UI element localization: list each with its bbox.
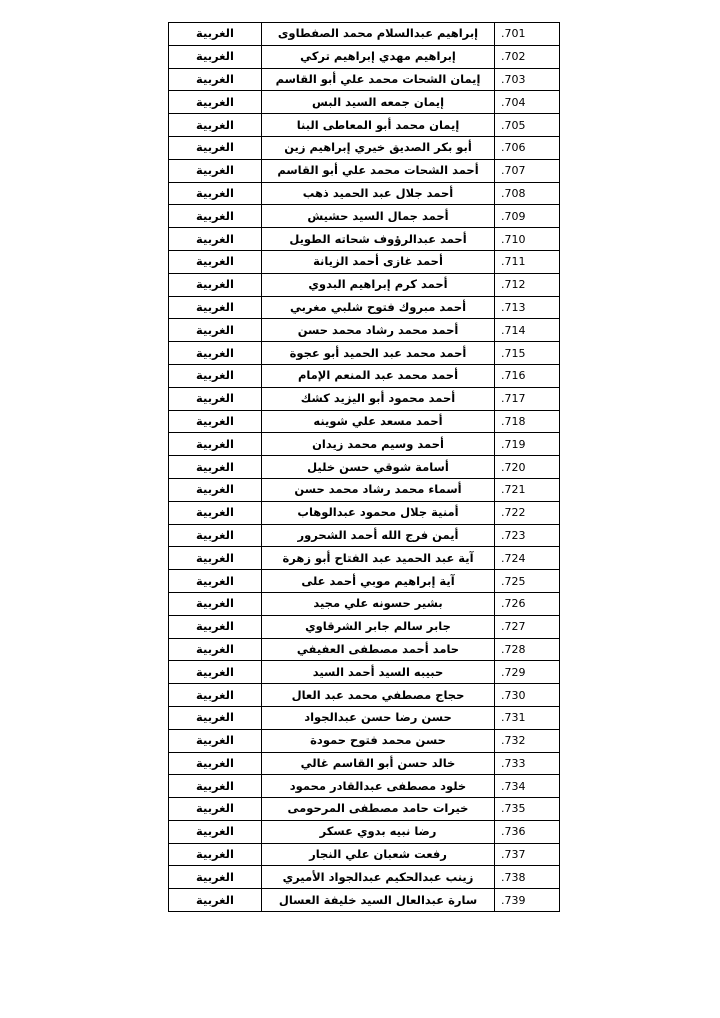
table-row (169, 364, 560, 387)
table-row (169, 889, 560, 912)
person-name: حسن رضا حسن عبدالجواد (262, 706, 495, 729)
row-number: .737 (495, 843, 560, 866)
row-number: .714 (495, 319, 560, 342)
table-row (169, 866, 560, 889)
table-row (169, 547, 560, 570)
person-name: أحمد محمد رشاد محمد حسن (262, 319, 495, 342)
governorate: الغربية (169, 592, 262, 615)
table-row (169, 615, 560, 638)
person-name: رفعت شعبان علي النجار (262, 843, 495, 866)
governorate: الغربية (169, 501, 262, 524)
table-row (169, 228, 560, 251)
governorate: الغربية (169, 843, 262, 866)
governorate: الغربية (169, 775, 262, 798)
governorate: الغربية (169, 364, 262, 387)
governorate: الغربية (169, 250, 262, 273)
person-name: أحمد عبدالرؤوف شحاته الطويل (262, 228, 495, 251)
row-number: .727 (495, 615, 560, 638)
table-row (169, 820, 560, 843)
table-row (169, 478, 560, 501)
table-row (169, 501, 560, 524)
row-number: .711 (495, 250, 560, 273)
governorate: الغربية (169, 866, 262, 889)
governorate: الغربية (169, 661, 262, 684)
person-name: أحمد غازى أحمد الزيانة (262, 250, 495, 273)
governorate: الغربية (169, 570, 262, 593)
person-name: إيمان جمعه السيد البس (262, 91, 495, 114)
person-name: خيرات حامد مصطفى المرحومى (262, 798, 495, 821)
table-row (169, 387, 560, 410)
person-name: أحمد وسيم محمد زيدان (262, 433, 495, 456)
table-row (169, 45, 560, 68)
row-number: .733 (495, 752, 560, 775)
governorate: الغربية (169, 228, 262, 251)
table-row (169, 570, 560, 593)
governorate: الغربية (169, 387, 262, 410)
governorate: الغربية (169, 524, 262, 547)
person-name: أحمد جلال عبد الحميد ذهب (262, 182, 495, 205)
table-row (169, 410, 560, 433)
governorate: الغربية (169, 729, 262, 752)
row-number: .717 (495, 387, 560, 410)
person-name: إيمان محمد أبو المعاطى البنا (262, 114, 495, 137)
table-row (169, 319, 560, 342)
table-row (169, 23, 560, 46)
row-number: .732 (495, 729, 560, 752)
table-row (169, 114, 560, 137)
table-row (169, 706, 560, 729)
row-number: .725 (495, 570, 560, 593)
person-name: جابر سالم جابر الشرقاوي (262, 615, 495, 638)
governorate: الغربية (169, 456, 262, 479)
row-number: .738 (495, 866, 560, 889)
table-row (169, 250, 560, 273)
table-row (169, 684, 560, 707)
row-number: .724 (495, 547, 560, 570)
person-name: زينب عبدالحكيم عبدالجواد الأميري (262, 866, 495, 889)
governorate: الغربية (169, 889, 262, 912)
person-name: أيمن فرج الله أحمد الشحرور (262, 524, 495, 547)
person-name: حبيبه السيد أحمد السيد (262, 661, 495, 684)
person-name: أبو بكر الصديق خيري إبراهيم زين (262, 136, 495, 159)
governorate: الغربية (169, 752, 262, 775)
governorate: الغربية (169, 319, 262, 342)
row-number: .704 (495, 91, 560, 114)
names-table (168, 22, 560, 912)
row-number: .716 (495, 364, 560, 387)
row-number: .709 (495, 205, 560, 228)
row-number: .726 (495, 592, 560, 615)
person-name: أحمد محمود أبو اليزيد كشك (262, 387, 495, 410)
person-name: أحمد مبروك فتوح شلبي مغربي (262, 296, 495, 319)
table-row (169, 296, 560, 319)
governorate: الغربية (169, 273, 262, 296)
governorate: الغربية (169, 182, 262, 205)
row-number: .722 (495, 501, 560, 524)
row-number: .728 (495, 638, 560, 661)
person-name: خالد حسن أبو القاسم غالي (262, 752, 495, 775)
person-name: رضا نبيه بدوي عسكر (262, 820, 495, 843)
person-name: آية عبد الحميد عبد الفتاح أبو زهرة (262, 547, 495, 570)
governorate: الغربية (169, 114, 262, 137)
person-name: أحمد محمد عبد المنعم الإمام (262, 364, 495, 387)
governorate: الغربية (169, 615, 262, 638)
table-row (169, 136, 560, 159)
table-row (169, 182, 560, 205)
row-number: .703 (495, 68, 560, 91)
row-number: .701 (495, 23, 560, 46)
governorate: الغربية (169, 478, 262, 501)
governorate: الغربية (169, 296, 262, 319)
row-number: .735 (495, 798, 560, 821)
governorate: الغربية (169, 638, 262, 661)
person-name: آية إبراهيم موبي أحمد على (262, 570, 495, 593)
names-table-body (169, 23, 560, 912)
table-row (169, 342, 560, 365)
table-row (169, 752, 560, 775)
row-number: .729 (495, 661, 560, 684)
table-row (169, 661, 560, 684)
table-row (169, 638, 560, 661)
table-row (169, 159, 560, 182)
row-number: .702 (495, 45, 560, 68)
person-name: أسماء محمد رشاد محمد حسن (262, 478, 495, 501)
person-name: إيمان الشحات محمد علي أبو القاسم (262, 68, 495, 91)
row-number: .720 (495, 456, 560, 479)
table-row (169, 91, 560, 114)
governorate: الغربية (169, 342, 262, 365)
governorate: الغربية (169, 205, 262, 228)
row-number: .739 (495, 889, 560, 912)
row-number: .721 (495, 478, 560, 501)
row-number: .707 (495, 159, 560, 182)
person-name: إبراهيم مهدي إبراهيم تركي (262, 45, 495, 68)
row-number: .706 (495, 136, 560, 159)
person-name: حجاج مصطفي محمد عبد العال (262, 684, 495, 707)
row-number: .736 (495, 820, 560, 843)
governorate: الغربية (169, 547, 262, 570)
governorate: الغربية (169, 23, 262, 46)
table-row (169, 433, 560, 456)
row-number: .712 (495, 273, 560, 296)
governorate: الغربية (169, 159, 262, 182)
person-name: أحمد محمد عبد الحميد أبو عجوة (262, 342, 495, 365)
governorate: الغربية (169, 136, 262, 159)
row-number: .713 (495, 296, 560, 319)
table-row (169, 273, 560, 296)
governorate: الغربية (169, 684, 262, 707)
person-name: حسن محمد فتوح حمودة (262, 729, 495, 752)
person-name: أحمد كرم إبراهيم البدوي (262, 273, 495, 296)
governorate: الغربية (169, 706, 262, 729)
person-name: أحمد مسعد علي شوينه (262, 410, 495, 433)
governorate: الغربية (169, 820, 262, 843)
governorate: الغربية (169, 45, 262, 68)
table-row (169, 775, 560, 798)
person-name: أسامة شوقي حسن خليل (262, 456, 495, 479)
table-row (169, 592, 560, 615)
table-row (169, 798, 560, 821)
governorate: الغربية (169, 68, 262, 91)
governorate: الغربية (169, 798, 262, 821)
governorate: الغربية (169, 433, 262, 456)
table-row (169, 456, 560, 479)
row-number: .730 (495, 684, 560, 707)
row-number: .723 (495, 524, 560, 547)
row-number: .718 (495, 410, 560, 433)
row-number: .734 (495, 775, 560, 798)
row-number: .719 (495, 433, 560, 456)
table-row (169, 729, 560, 752)
table-row (169, 68, 560, 91)
person-name: خلود مصطفى عبدالقادر محمود (262, 775, 495, 798)
table-row (169, 205, 560, 228)
table-row (169, 524, 560, 547)
row-number: .705 (495, 114, 560, 137)
row-number: .731 (495, 706, 560, 729)
person-name: إبراهيم عبدالسلام محمد الصفطاوى (262, 23, 495, 46)
table-row (169, 843, 560, 866)
governorate: الغربية (169, 410, 262, 433)
person-name: بشير حسونه علي مجيد (262, 592, 495, 615)
row-number: .715 (495, 342, 560, 365)
person-name: حامد أحمد مصطفى العفيفي (262, 638, 495, 661)
person-name: أحمد جمال السيد حشيش (262, 205, 495, 228)
person-name: أحمد الشحات محمد علي أبو القاسم (262, 159, 495, 182)
person-name: سارة عبدالعال السيد خليفة العسال (262, 889, 495, 912)
row-number: .710 (495, 228, 560, 251)
governorate: الغربية (169, 91, 262, 114)
row-number: .708 (495, 182, 560, 205)
person-name: أمنية جلال محمود عبدالوهاب (262, 501, 495, 524)
